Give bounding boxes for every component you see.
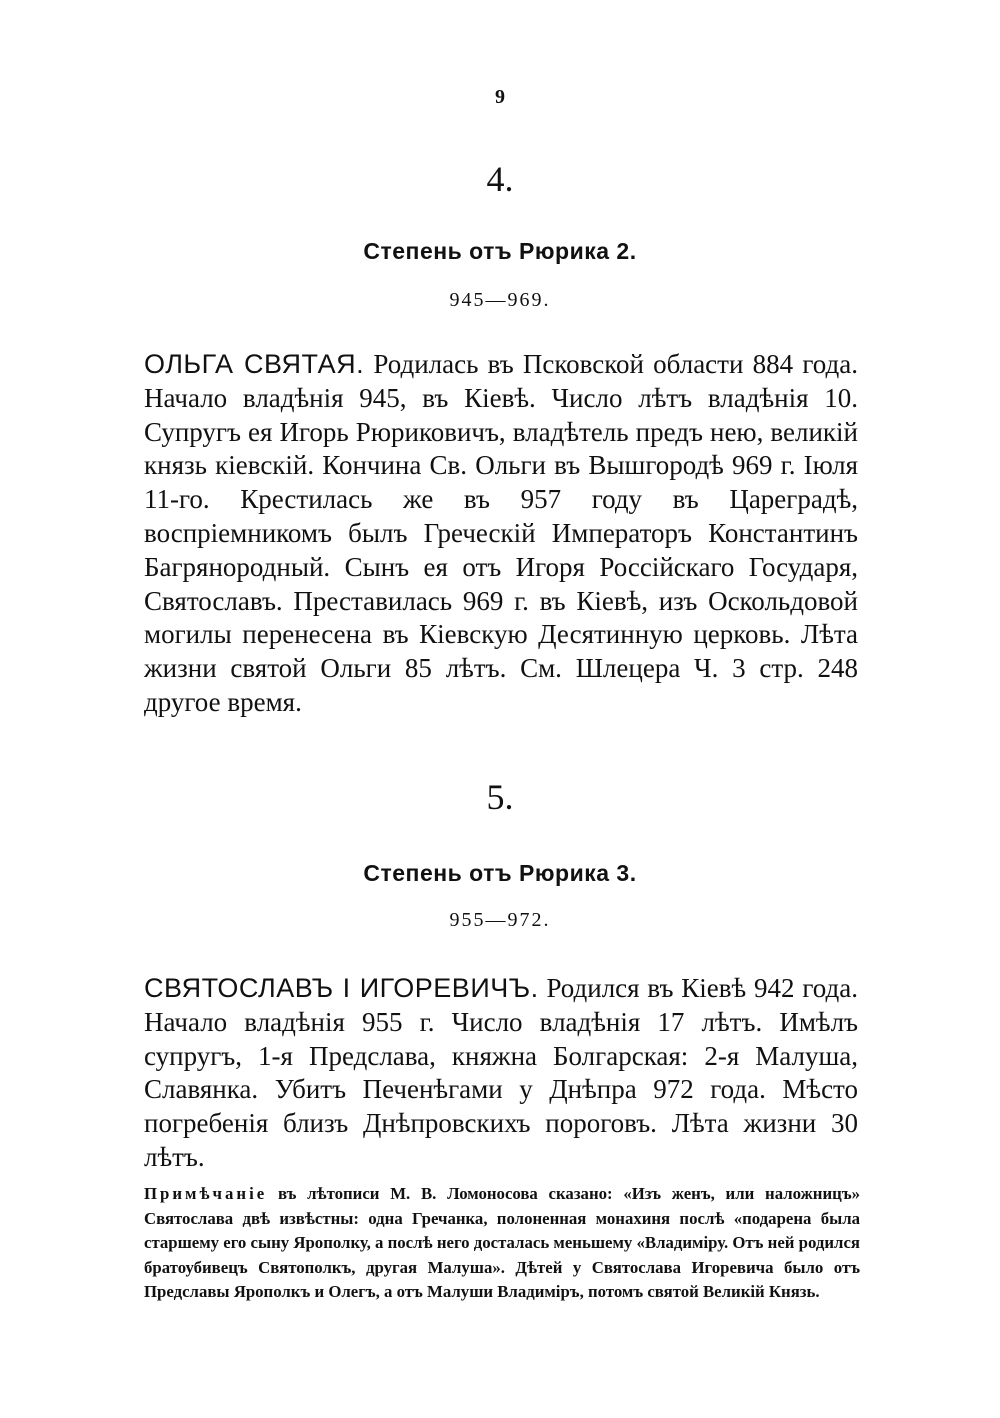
section-lead-name: СВЯТОСЛАВЪ І ИГОРЕВИЧЪ. bbox=[144, 973, 539, 1003]
section-years: 945—969. bbox=[449, 289, 551, 311]
footnote-text: въ лѣтописи М. В. Ломоносова сказано: «Изъ женъ, или наложницъ» Святослава двѣ извѣстны: одна Гречанка, полоненная монахиня послѣ «подарена была старшему его сыну Ярополку, а послѣ него досталась меньшему «Владиміру. Отъ ней родился братоубивецъ Святополкъ, другая Малуша». Дѣтей у Святослава Игоревича было отъ Предславы Ярополкъ и Олегъ, а отъ Малуши Владиміръ, потомъ святой Великій Князь. bbox=[144, 1184, 860, 1302]
page-number: 9 bbox=[495, 86, 505, 108]
section-text: Родился въ Кіевѣ 942 года. Начало владѣнія 955 г. Число владѣнія 17 лѣтъ. Имѣлъ супругъ, 1-я Предслава, княжна Болгарская: 2-я Малуша, Славянка. Убитъ Печенѣгами у Днѣпра 972 года. Мѣсто погребенія близъ Днѣпровскихъ пороговъ. Лѣта жизни 30 лѣтъ. bbox=[144, 973, 858, 1172]
section-heading: Степень отъ Рюрика 2. bbox=[363, 238, 637, 264]
section-number: 5. bbox=[486, 777, 514, 817]
section-text: Родилась въ Псковской области 884 года. Начало владѣнія 945, въ Кіевѣ. Число лѣтъ владѣнія 10. Супругъ ея Игорь Рюриковичъ, владѣтель предъ нею, великій князь кіевскій. Кончина Св. Ольги въ Вышгородѣ 969 г. Іюля 11-го. Крестилась же въ 957 году въ Цареградѣ, воспріемникомъ былъ Греческій Императоръ Константинъ Багрянородный. Сынъ ея отъ Игоря Россійскаго Государя, Святославъ. Преставилась 969 г. въ Кіевѣ, изъ Оскольдовой могилы перенесена въ Кіевскую Десятинную церковь. Лѣта жизни святой Ольги 85 лѣтъ. См. Шлецера Ч. 3 стр. 248 другое время. bbox=[144, 349, 858, 717]
section-body bbox=[144, 348, 858, 720]
section-years: 955—972. bbox=[449, 909, 551, 931]
footnote-label: Примѣчаніе bbox=[144, 1184, 268, 1203]
section-heading: Степень отъ Рюрика 3. bbox=[363, 860, 637, 886]
section-lead-name: ОЛЬГА СВЯТАЯ. bbox=[144, 349, 365, 379]
footnote bbox=[144, 1182, 860, 1305]
section-body bbox=[144, 972, 858, 1175]
section-number: 4. bbox=[486, 159, 514, 199]
